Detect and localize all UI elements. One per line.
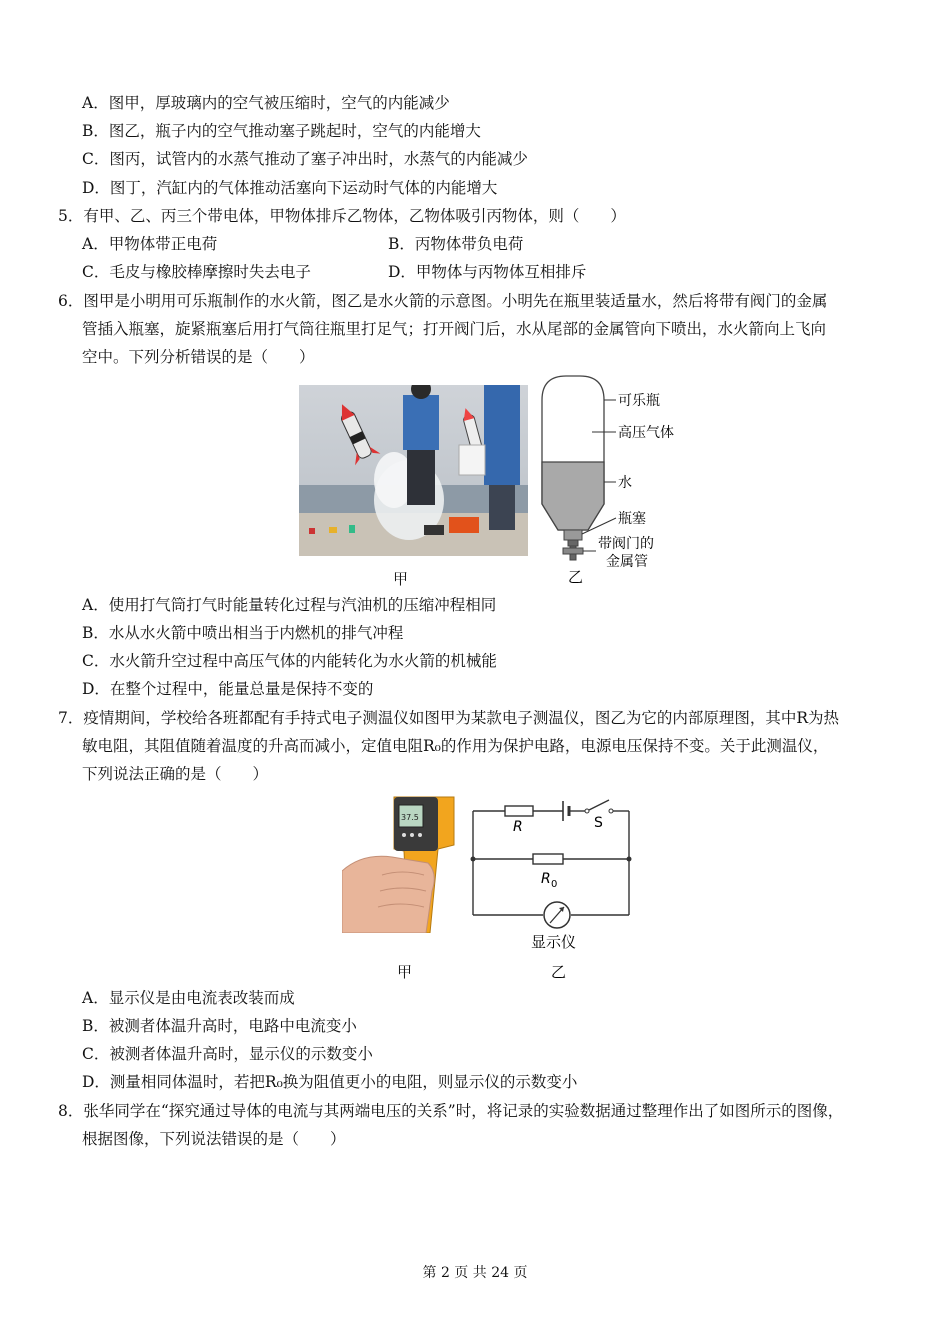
circuit-diagram (465, 795, 635, 985)
q7-option-c: C．被测者体温升高时，显示仪的示数变小 (82, 1045, 373, 1063)
water-rocket-diagram (530, 372, 700, 587)
q5-option-d: D．甲物体与丙物体互相排斥 (388, 263, 587, 281)
thermometer-reading: 37.5 (401, 813, 419, 822)
q4-option-d: D．图丁，汽缸内的气体推动活塞向下运动时气体的内能增大 (82, 179, 498, 197)
label-stopper: 瓶塞 (618, 511, 646, 527)
q6-fig-jia-caption: 甲 (393, 570, 409, 588)
label-valve-tube-1: 带阀门的 (598, 536, 654, 552)
thermometer-photo (342, 793, 456, 933)
label-water: 水 (618, 475, 632, 491)
q5-option-a: A．甲物体带正电荷 (82, 235, 218, 253)
resistor-r0 (533, 854, 563, 864)
switch-s (589, 800, 609, 810)
q7-stem-line2: 敏电阻，其阻值随着温度的升高而减小，定值电阻R₀的作用为保护电路，电源电压保持不变。关于此测温仪， (82, 737, 829, 755)
label-high-pressure-gas: 高压气体 (618, 425, 674, 441)
q6-stem-line2: 管插入瓶塞，旋紧瓶塞后用打气筒往瓶里打足气；打开阀门后，水从尾部的金属管向下喷出，水火箭向上飞向 (82, 320, 827, 338)
q7-fig-jia-caption: 甲 (397, 963, 413, 981)
label-r0-subscript: 0 (551, 879, 558, 890)
q4-option-b: B．图乙，瓶子内的空气推动塞子跳起时，空气的内能增大 (82, 122, 481, 140)
q4-option-a: A．图甲，厚玻璃内的空气被压缩时，空气的内能减少 (82, 94, 450, 112)
label-r: R (513, 819, 523, 835)
water-rocket-photo (299, 385, 528, 556)
q6-option-d: D．在整个过程中，能量总量是保持不变的 (82, 680, 374, 698)
resistor-r (505, 806, 533, 816)
label-bottle: 可乐瓶 (618, 393, 660, 409)
q7-option-d: D．测量相同体温时，若把R₀换为阻值更小的电阻，则显示仪的示数变小 (82, 1073, 578, 1091)
q4-option-c: C．图丙，试管内的水蒸气推动了塞子冲出时，水蒸气的内能减少 (82, 150, 528, 168)
q5-option-c: C．毛皮与橡胶棒摩擦时失去电子 (82, 263, 311, 281)
q6-option-a: A．使用打气筒打气时能量转化过程与汽油机的压缩冲程相同 (82, 596, 497, 614)
q7-option-a: A．显示仪是由电流表改装而成 (82, 989, 295, 1007)
q5-stem: 5．有甲、乙、丙三个带电体，甲物体排斥乙物体，乙物体吸引丙物体，则（ ） (58, 207, 626, 225)
q6-option-c: C．水火箭升空过程中高压气体的内能转化为水火箭的机械能 (82, 652, 497, 670)
q8-stem-line2: 根据图像，下列说法错误的是（ ） (82, 1130, 346, 1148)
q6-option-b: B．水从水火箭中喷出相当于内燃机的排气冲程 (82, 624, 404, 642)
q7-stem-line3: 下列说法正确的是（ ） (82, 765, 269, 783)
label-s: S (594, 815, 603, 831)
q7-stem-line1: 7．疫情期间，学校给各班都配有手持式电子测温仪如图甲为某款电子测温仪，图乙为它的内部原理图，其中R为热 (58, 709, 840, 727)
label-valve-tube-2: 金属管 (606, 554, 648, 570)
label-r0: R (541, 871, 551, 887)
q7-option-b: B．被测者体温升高时，电路中电流变小 (82, 1017, 357, 1035)
q5-option-b: B．丙物体带负电荷 (388, 235, 524, 253)
page-footer: 第 2 页 共 24 页 (422, 1265, 528, 1281)
q7-fig-yi-caption: 乙 (551, 963, 567, 981)
label-meter: 显示仪 (531, 933, 577, 951)
q8-stem-line1: 8．张华同学在“探究通过导体的电流与其两端电压的关系”时，将记录的实验数据通过整理作出了如图所示的图像， (58, 1102, 844, 1120)
q6-fig-yi-caption: 乙 (568, 568, 584, 586)
q6-stem-line1: 6．图甲是小明用可乐瓶制作的水火箭，图乙是水火箭的示意图。小明先在瓶里装适量水，然后将带有阀门的金属 (58, 292, 828, 310)
q6-stem-line3: 空中。下列分析错误的是（ ） (82, 348, 315, 366)
